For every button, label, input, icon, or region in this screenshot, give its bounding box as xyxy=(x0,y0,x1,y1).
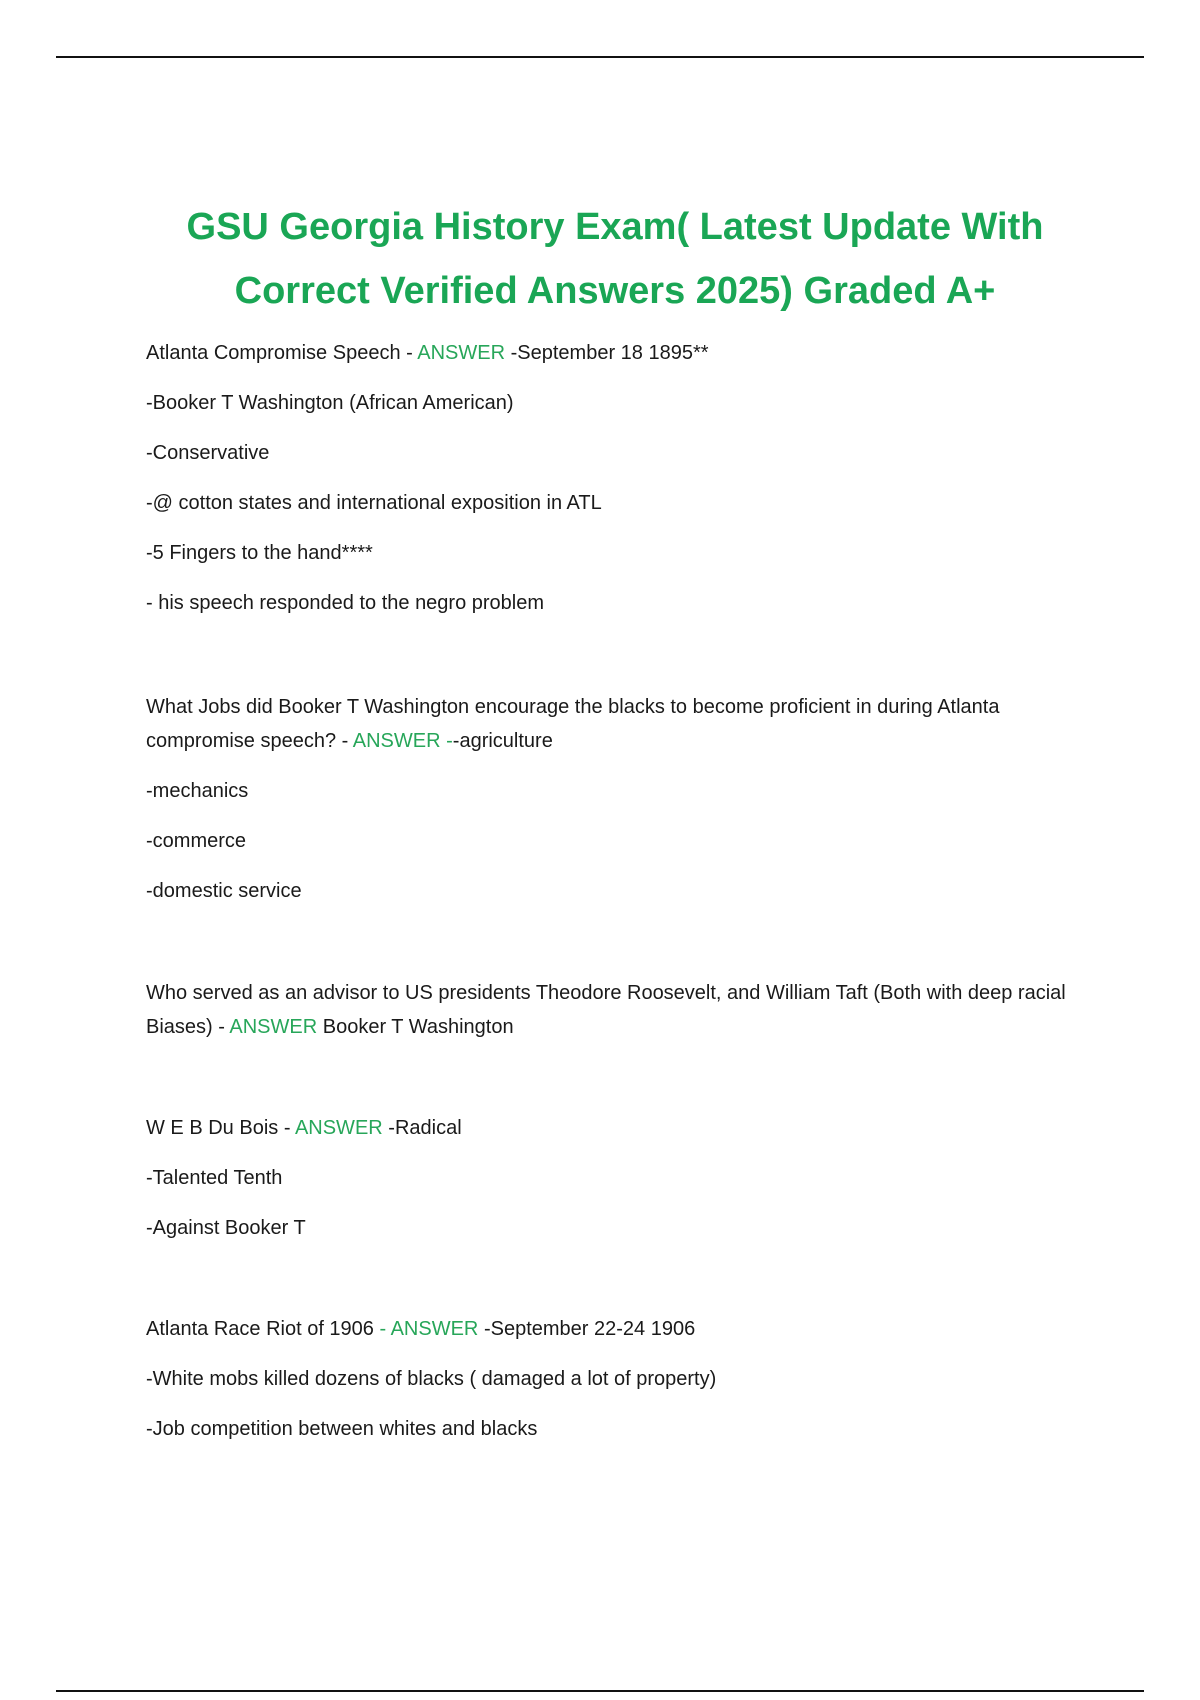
qa-entry xyxy=(146,1312,1066,1462)
answer-line: -mechanics xyxy=(146,780,249,802)
answer-text: -agriculture xyxy=(452,730,553,752)
qa-entry xyxy=(146,690,1066,924)
answer-line: -Job competition between whites and blacks xyxy=(146,1418,538,1440)
qa-entry xyxy=(146,1111,1066,1261)
answer-label: ANSWER xyxy=(229,1016,318,1038)
answer-line: -Booker T Washington (African American) xyxy=(146,392,514,414)
qa-question-line: Who served as an advisor to US presidents Theodore Roosevelt, and William Taft (Both with deep racial Biases) - ANSWER Booker T Washington xyxy=(146,982,1066,1038)
answer-label: ANSWER xyxy=(417,342,506,364)
answer-line: -@ cotton states and international exposition in ATL xyxy=(146,492,602,514)
document-title xyxy=(120,195,1110,323)
answer-label: ANSWER xyxy=(352,730,441,752)
answer-line: -5 Fingers to the hand**** xyxy=(146,542,373,564)
question-text: Atlanta Race Riot of 1906 xyxy=(146,1318,374,1340)
qa-question-line: W E B Du Bois - ANSWER -Radical xyxy=(146,1117,462,1139)
qa-question-line: Atlanta Race Riot of 1906 - ANSWER -September 22-24 1906 xyxy=(146,1318,696,1340)
answer-label: ANSWER xyxy=(294,1117,383,1139)
title-line-2: Correct Verified Answers 2025) Graded A+ xyxy=(234,270,996,312)
answer-text: Booker T Washington xyxy=(322,1016,514,1038)
title-line-1: GSU Georgia History Exam( Latest Update With xyxy=(186,206,1044,248)
answer-label: ANSWER xyxy=(390,1318,479,1340)
answer-line: -Talented Tenth xyxy=(146,1167,283,1189)
answer-line: -Against Booker T xyxy=(146,1217,306,1239)
header-rule xyxy=(56,56,1144,58)
answer-text: -Radical xyxy=(388,1117,462,1139)
answer-line: -White mobs killed dozens of blacks ( damaged a lot of property) xyxy=(146,1368,717,1390)
answer-line: -commerce xyxy=(146,830,247,852)
question-text: What Jobs did Booker T Washington encourage the blacks to become proficient in during Atlanta compromise speech? xyxy=(146,696,1000,752)
qa-question-line: Atlanta Compromise Speech - ANSWER -September 18 1895** xyxy=(146,342,709,364)
answer-text: -September 18 1895** xyxy=(510,342,709,364)
qa-question-line: What Jobs did Booker T Washington encourage the blacks to become proficient in during Atlanta compromise speech? - ANSWER --agriculture xyxy=(146,696,1000,752)
answer-line: -Conservative xyxy=(146,442,270,464)
footer-rule xyxy=(56,1690,1144,1692)
qa-entry xyxy=(146,976,1066,1060)
question-text: Atlanta Compromise Speech xyxy=(146,342,401,364)
answer-line: -domestic service xyxy=(146,880,302,902)
qa-entry xyxy=(146,336,1066,636)
question-text: W E B Du Bois xyxy=(146,1117,279,1139)
answer-text: -September 22-24 1906 xyxy=(483,1318,696,1340)
answer-line: - his speech responded to the negro problem xyxy=(146,592,545,614)
question-text: Who served as an advisor to US presidents Theodore Roosevelt, and William Taft (Both with deep racial Biases) xyxy=(146,982,1066,1038)
